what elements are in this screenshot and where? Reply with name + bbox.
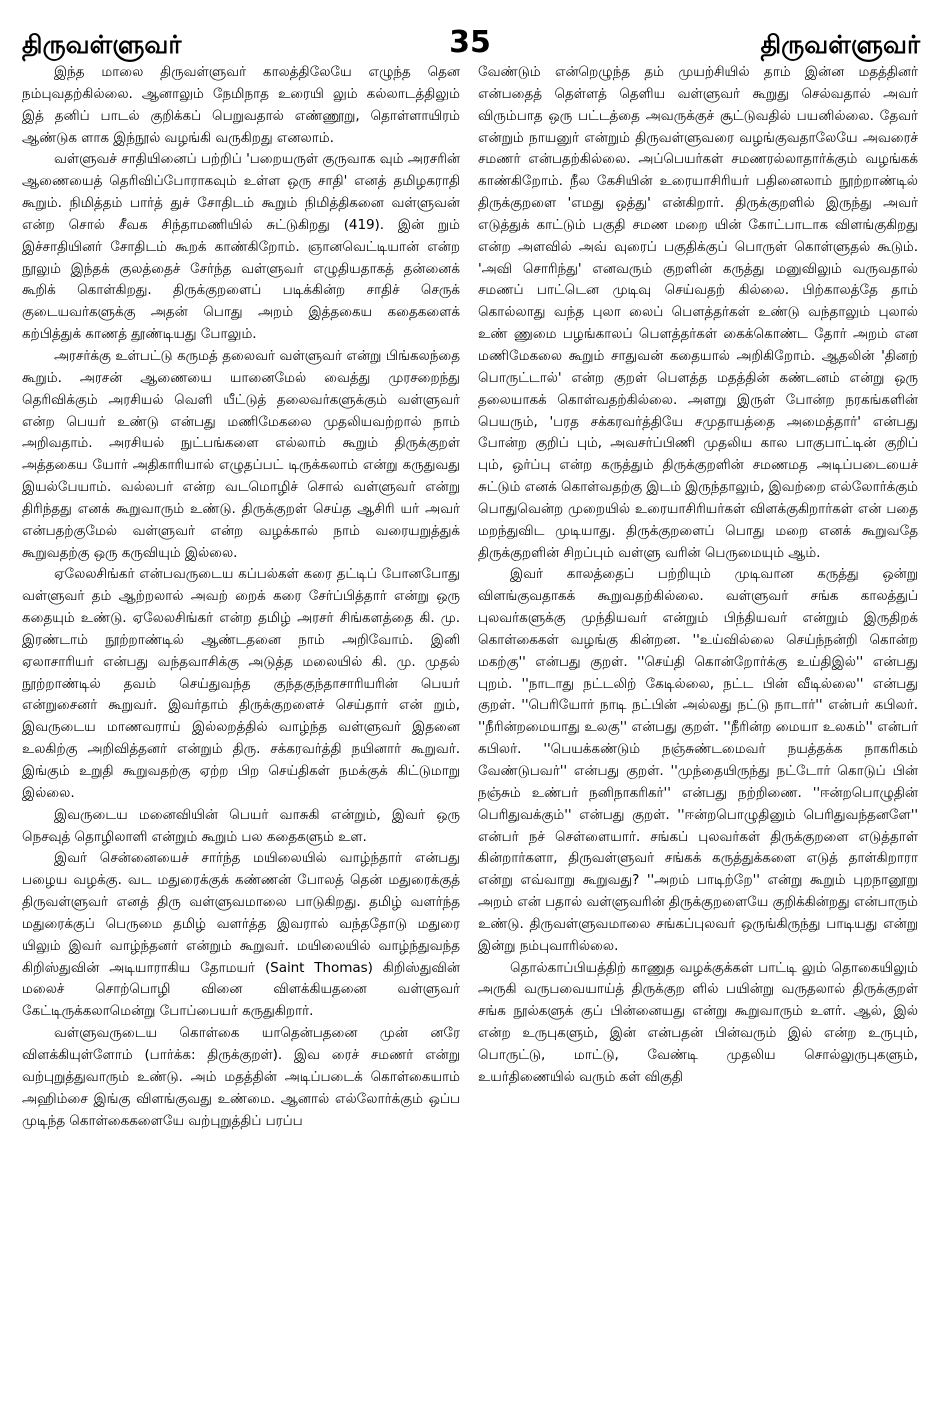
running-head-right: திருவள்ளுவர் <box>760 30 920 59</box>
paragraph: இவர் சென்னையைச் சார்ந்த மயிலையில் வாழ்ந்தார் என்பது பழைய வழக்கு. வட மதுரைக்குக் கண்ணன் போலத் தென் மதுரைக்குத் திருவள்ளுவர் எனத் திரு வள்ளுவமாலை பாடுகிறது. தமிழ் வளர்ந்த மதுரைக்குப் பெருமை தமிழ் வளர்த்த இவரால் வந்ததோடு மதுரை யிலும் இவர் வாழ்ந்தனர் என்றும் கூறுவர். மயிலையில் வாழ்ந்துவந்த கிறிஸ்துவின் அடியாராகிய தோமயர் (Saint Thomas) கிறிஸ்துவின் மலைச் சொற்பொழி வினை விளக்கியதனை வள்ளுவர் கேட்டிருக்கலாமென்று போப்பையர் கருதுகிறார். <box>22 850 460 1020</box>
paragraph: தொல்காப்பியத்திற் காணுத வழக்குக்கள் பாட்டி லும் தொகையிலும் அருகி வருபவையாய்த் திருக்குற ளில் பயின்று வருதலால் திருக்குறள் சங்க நூல்களுக் குப் பின்னையது என்று கூறுவாரும் உளர். ஆல், இல் என்ற உருபுகளும், இன் என்பதன் பின்வரும் இல் என்ற உருபும், பொருட்டு, மாட்டு, வேண்டி முதலிய சொல்லுருபுகளும், உயர்திணையில் வரும் கள் விகுதி <box>478 959 918 1085</box>
paragraph: அரசர்க்கு உள்பட்டு கருமத் தலைவர் வள்ளுவர் என்று பிங்கலந்தை கூறும். அரசன் ஆணையை யானைமேல் வைத்து முரசறைந்து தெரிவிக்கும் அரசியல் வெளி யீட்டுத் தலைவர்களுக்கும் வள்ளுவர் என்ற பெயர் உண்டு என்பது மணிமேகலை முதலியவற்றால் நாம் அறிவதாம். அரசியல் நுட்பங்களை எல்லாம் கூறும் திருக்குறள் அத்தகைய யோர் அதிகாரியால் எழுதப்பட் டிருக்கலாம் என்று கருதுவது இயல்பேயாம். வல்லபர் என்ற வடமொழிச் சொல் வள்ளுவர் என்று திரிந்தது எனக் கூறுவாரும் உண்டு. திருக்குறள் செய்த ஆசிரி யர் அவர் என்பதற்குமேல் வள்ளுவர் என்ற வழக்கால் நாம் வரையறுத்துக் கூறுவதற்கு ஒரு கருவியும் இல்லை. <box>22 347 460 561</box>
paragraph: இந்த மாலை திருவள்ளுவர் காலத்திலேயே எழுந்த தென நம்புவதற்கில்லை. ஆனாலும் நேமிநாத உரையி லும் கல்லாடத்திலும் இத் தனிப் பாடல் குறிக்கப் பெறுவதால் எண்ணூறு, தொள்ளாயிரம் ஆண்டுக ளாக இந்நூல் வழங்கி வருகிறது எனலாம். <box>22 64 460 146</box>
paragraph: வள்ளுவச் சாதியினைப் பற்றிப் 'பறையருள் குருவாக வும் அரசரின் ஆணையைத் தெரிவிப்போராகவும் உள்ள ஒரு சாதி' எனத் தமிழகராதி கூறும். நிமித்தம் பார்த் துச் சோதிடம் கூறும் நிமித்திகனை வள்ளுவன் என்ற சொல் சீவக சிந்தாமணியில் சுட்டுகிறது (419). இன் றும் இச்சாதியினர் சோதிடம் கூறக் காண்கிறோம். ஞானவெட்டியான் என்ற நூலும் இந்தக் குலத்தைச் சேர்ந்த வள்ளுவர் எழுதியதாகத் தன்னைக் கூறிக் கொள்கிறது. திருக்குறளைப் படிக்கின்ற சாதிச் செருக் குடையவர்களுக்கு அதன் பொது அறம் இத்தகைய கதைகளைக் கற்பித்துக் காணத் தூண்டியது போலும். <box>22 151 460 343</box>
paragraph: ஏலேலசிங்கர் என்பவருடைய கப்பல்கள் கரை தட்டிப் போனபோது வள்ளுவர் தம் ஆற்றலால் அவற் றைக் கரை சேர்ப்பித்தார் என்று ஒரு கதையும் உண்டு. ஏலேலசிங்கர் என்ற தமிழ் அரசர் சிங்களத்தை கி. மு. இரண்டாம் நூற்றாண்டில் ஆண்டதனை நாம் அறிவோம். இனி ஏலாசாரியர் என்பது வந்தவாசிக்கு அடுத்த மலையில் கி. மு. முதல் நூற்றாண்டில் தவம் செய்துவந்த குந்தகுந்தாசாரியரின் பெயர் என்றுசைனர் கூறுவர். இவர்தாம் திருக்குறளைச் செய்தார் என் றும், இவருடைய மாணவராய் இல்லறத்தில் வாழ்ந்த வள்ளுவர் இதனை உலகிற்கு அறிவித்தனர் என்றும் திரு. சக்கரவர்த்தி நயினார் கூறுவர். இங்கும் உறுதி கூறுவதற்கு ஏற்ற பிற செய்திகள் நமக்குக் கிட்டுமாறு இல்லை. <box>22 566 460 801</box>
paragraph: வள்ளுவருடைய கொள்கை யாதென்பதனை முன் னரே விளக்கியுள்ளோம் (பார்க்க: திருக்குறள்). இவ ரைச் சமணர் என்று வற்புறுத்துவாரும் உண்டு. அம் மதத்தின் அடிப்படைக் கொள்கையாம் அஹிம்சை இங்கு விளங்குவது உண்மை. ஆனால் எல்லோர்க்கும் ஒப்ப முடிந்த கொள்கைகளையே வற்புறுத்திப் பரப்ப <box>22 1025 460 1129</box>
page-number: 35 <box>449 25 491 60</box>
paragraph: வேண்டும் என்றெழுந்த தம் முயற்சியில் தாம் இன்ன மதத்தினர் என்பதைத் தெள்ளத் தெளிய வள்ளுவர் கூறுது செல்வதால் அவர் விரும்பாத ஒரு பட்டத்தை அவருக்குச் சூட்டுவதில் பயனில்லை. தேவர் என்றும் நாயனுர் என்றும் திருவள்ளுவரை வழங்குவதாலேயே அவரைச் சமணர் என்பதற்கில்லை. அப்பெயர்கள் சமணரல்லாதார்க்கும் வழங்கக் காண்கிறோம். நீல கேசியின் உரையாசிரியர் பதினைலாம் நூற்றாண்டில் திருக்குறளை 'எமது ஒத்து' என்கிறார். திருக்குறளில் இருந்து அவர் எடுத்துக் காட்டும் பகுதி சமண மறை யின் கோட்பாடாக விளங்குகிறது என்ற அளவில் அவ் வுரைப் பகுதிக்குப் பொருள் கொள்ளுதல் கூடும். 'அவி சொரிந்து' எனவரும் குறளின் கருத்து மனுவிலும் வருவதால் சமணப் பாட்டென முடிவு செய்வதற் கில்லை. பிற்காலத்தே தாம் கொல்லாது வந்த புலா லைப் பௌத்தர்கள் உண்டு வந்தாலும் புலால் உண் ணுமை பழங்காலப் பௌத்தர்கள் கைக்கொண்ட தோர் அறம் என மணிமேகலை கூறும் சாதுவன் கதையால் அறிகிறோம். ஆதலின் 'தினற் பொருட்டால்' என்ற குறள் பௌத்த மதத்தின் கண்டனம் என்று ஒரு தலையாகக் கொள்வதற்கில்லை. அளறு இருள் போன்ற நரகங்களின் பெயரும், 'பரத சக்கரவர்த்தியே சமுதாயத்தை அமைத்தார்' என்பது போன்ற குறிப் பும், அவசர்ப்பிணி முதலிய கால பாகுபாட்டின் குறிப் பும், ஒர்ப்பு என்ற கருத்தும் திருக்குறளின் சமணமத அடிப்படையைச் சுட்டும் எனக் கொள்வதற்கு இடம் இருந்தாலும், இவற்றை எல்லோர்க்கும் பொதுவென்ற முறையில் உரையாசிரியர்கள் விளக்குகிறார்கள் என் பதை மறந்துவிட முடியாது. திருக்குறளைப் பொது மறை எனக் கூறுவதே திருக்குறளின் சிறப்பும் வள்ளு வரின் பெருமையும் ஆம். <box>478 64 918 561</box>
paragraph: இவருடைய மனைவியின் பெயர் வாசுகி என்றும், இவர் ஒரு நெசவுத் தொழிலாளி என்றும் கூறும் பல கதைகளும் உள. <box>22 806 460 845</box>
right-column <box>478 62 918 1412</box>
left-column <box>22 62 460 1412</box>
running-head-left: திருவள்ளுவர் <box>22 30 182 59</box>
paragraph: இவர் காலத்தைப் பற்றியும் முடிவான கருத்து ஒன்று விளங்குவதாகக் கூறுவதற்கில்லை. வள்ளுவர் சங்க காலத்துப் புலவர்களுக்கு முந்தியவர் என்றும் பிந்தியவர் என்றும் இருதிறக் கொள்கைகள் வழங்கு கின்றன. ''உய்வில்லை செய்ந்நன்றி கொன்ற மகற்கு'' என்பது குறள். ''செய்தி கொன்றோர்க்கு உய்திஇல்'' என்பது புறம். ''நாடாது நட்டலிற் கேடில்லை, நட்ட பின் வீடில்லை'' என்பது குறள். ''பெரியோர் நாடி நட்பின் அல்லது நட்டு நாடார்'' என்பர் கபிலர். ''நீரின்றமையாது உலகு'' என்பது குறள். ''நீரின்ற மையா உலகம்'' என்பர் கபிலர். ''பெயக்கண்டும் நஞ்சுண்டமைவர் நயத்தக்க நாகரிகம் வேண்டுபவர்'' என்பது குறள். ''முந்தையிருந்து நட்டோர் கொடுப் பின் நஞ்சும் உண்பர் நனிநாகரிகர்'' என்பது நற்றிணை. ''ஈன்றபொழுதின் பெரிதுவக்கும்'' என்பது குறள். ''ஈன்றபொழுதினும் பெரிதுவந்தனளே'' என்பர் நச் செள்ளையார். சங்கப் புலவர்கள் திருக்குறளை எடுத்தாள் கின்றார்களா, திருவள்ளுவர் சங்கக் கருத்துக்களை எடுத் தாள்கிறாரா என்று எவ்வாறு கூறுவது? ''அறம் பாடிற்றே'' என்று கூறும் புறநானூறு அறம் என் பதால் வள்ளுவரின் திருக்குறளையே குறிக்கின்றது என்பாரும் உண்டு. திருவள்ளுவமாலை சங்கப்புலவர் ஒருங்கிருந்து பாடியது என்று இன்று நம்புவாரில்லை. <box>478 566 918 954</box>
